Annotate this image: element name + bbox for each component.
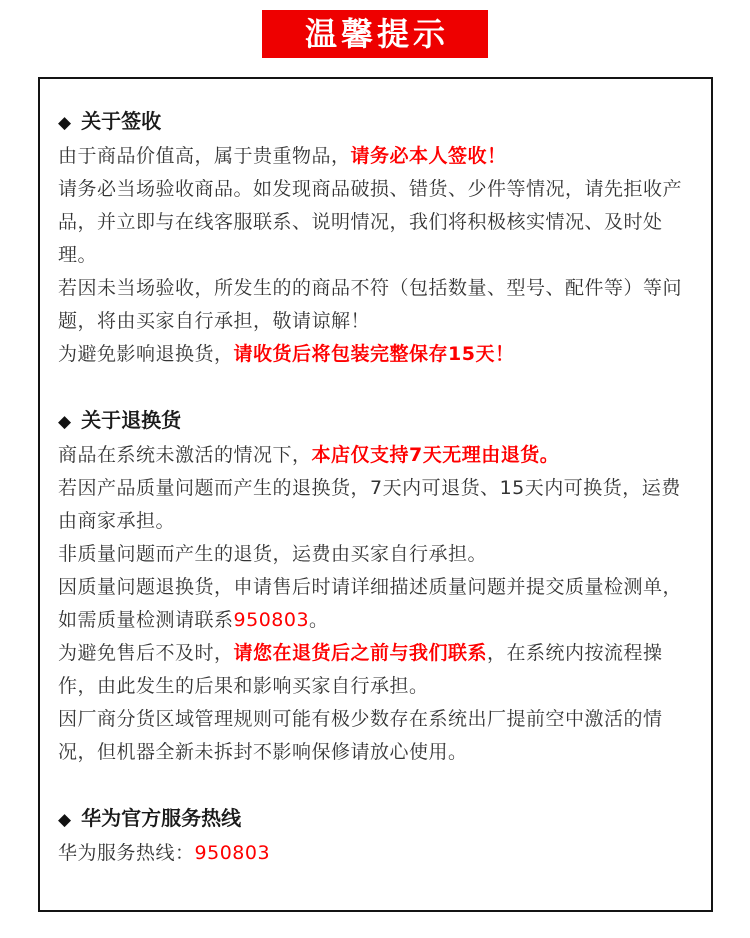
notice-box bbox=[38, 77, 713, 912]
diamond-bullet-icon: ◆ bbox=[58, 810, 72, 830]
paragraph bbox=[58, 571, 693, 637]
diamond-bullet-icon: ◆ bbox=[58, 412, 72, 432]
paragraph bbox=[58, 173, 693, 272]
text-segment: 为避免售后不及时， bbox=[58, 642, 234, 664]
hotline-number: 950803 bbox=[233, 609, 310, 631]
section-title: 关于签收 bbox=[81, 109, 162, 133]
paragraph bbox=[58, 140, 693, 173]
highlight-text: 请收货后将包装完整保存15天！ bbox=[233, 343, 515, 365]
hotline-number: 950803 bbox=[194, 842, 271, 864]
text-segment: 请务必当场验收商品。如发现商品破损、错货、少件等情况，请先拒收产品，并立即与在线客服联系、说明情况，我们将积极核实情况、及时处理。 bbox=[58, 178, 683, 266]
text-segment: 为避免影响退换货， bbox=[58, 343, 234, 365]
text-segment: 因厂商分货区域管理规则可能有极少数存在系统出厂提前空中激活的情况，但机器全新未拆封不影响保修请放心使用。 bbox=[58, 708, 663, 763]
paragraph bbox=[58, 703, 693, 769]
paragraph bbox=[58, 538, 693, 571]
highlight-text: 请务必本人签收！ bbox=[350, 145, 507, 167]
text-segment: 华为服务热线： bbox=[58, 842, 195, 864]
text-segment: 若因产品质量问题而产生的退换货，7天内可退货、15天内可换货，运费由商家承担。 bbox=[58, 477, 681, 532]
section-heading bbox=[58, 105, 693, 140]
paragraph bbox=[58, 837, 693, 870]
text-segment: 。 bbox=[309, 609, 329, 631]
text-segment: 商品在系统未激活的情况下， bbox=[58, 444, 312, 466]
section-hotline bbox=[58, 802, 693, 870]
warm-tips-banner bbox=[262, 10, 488, 58]
section-title: 华为官方服务热线 bbox=[81, 806, 242, 830]
section-title: 关于退换货 bbox=[81, 408, 182, 432]
paragraph bbox=[58, 439, 693, 472]
diamond-bullet-icon: ◆ bbox=[58, 113, 72, 133]
section-returns bbox=[58, 404, 693, 769]
banner-title: 温馨提示 bbox=[304, 15, 449, 53]
text-segment: 若因未当场验收，所发生的的商品不符（包括数量、型号、配件等）等问题，将由买家自行承担，敬请谅解！ bbox=[58, 277, 683, 332]
text-segment: ，在系统内按流程操作，由此发生的后果和影响买家自行承担。 bbox=[58, 642, 663, 697]
text-segment: 因质量问题退换货，申请售后时请详细描述质量问题并提交质量检测单，如需质量检测请联系 bbox=[58, 576, 683, 631]
section-signing bbox=[58, 105, 693, 371]
text-segment: 非质量问题而产生的退货，运费由买家自行承担。 bbox=[58, 543, 488, 565]
paragraph bbox=[58, 272, 693, 338]
highlight-text: 请您在退货后之前与我们联系 bbox=[233, 642, 488, 664]
paragraph bbox=[58, 472, 693, 538]
text-segment: 由于商品价值高，属于贵重物品， bbox=[58, 145, 351, 167]
page bbox=[0, 10, 750, 938]
section-heading bbox=[58, 404, 693, 439]
paragraph bbox=[58, 338, 693, 371]
paragraph bbox=[58, 637, 693, 703]
section-heading bbox=[58, 802, 693, 837]
highlight-text: 本店仅支持7天无理由退货。 bbox=[311, 444, 560, 466]
